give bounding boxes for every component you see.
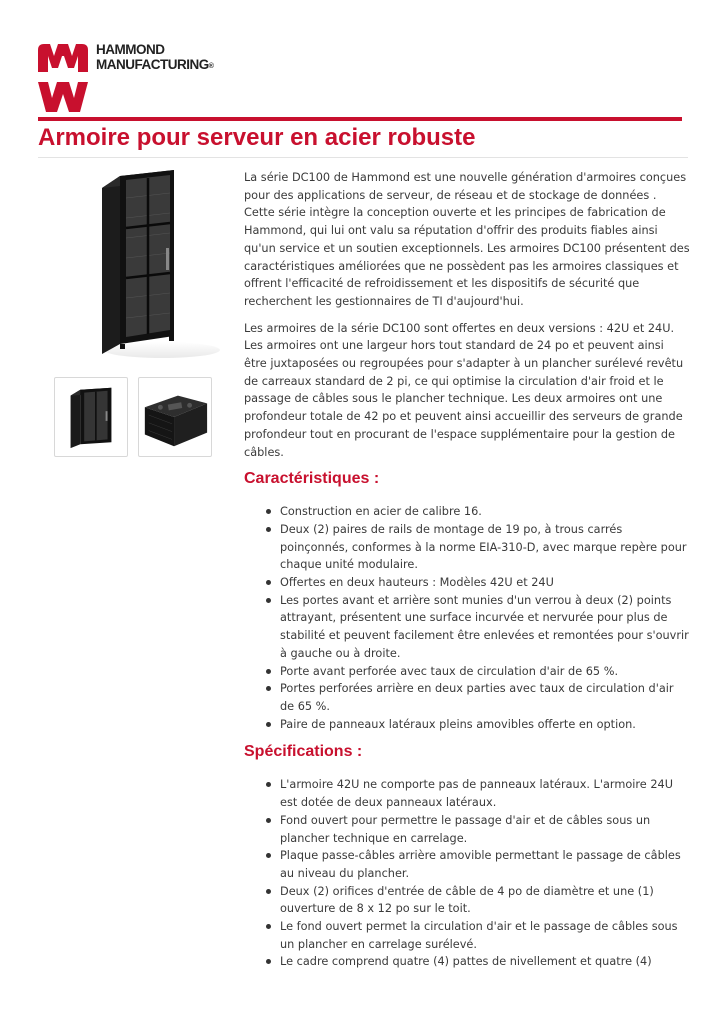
- list-item: Offertes en deux hauteurs : Modèles 42U et 24U: [266, 574, 690, 592]
- list-item: Fond ouvert pour permettre le passage d'air et de câbles sous un plancher technique en carrelage.: [266, 812, 690, 847]
- specifications-list: [266, 776, 690, 971]
- hammond-logo[interactable]: [38, 42, 258, 114]
- logo-manufacturing-text: MANUFACTURING: [96, 57, 209, 72]
- list-item: Paire de panneaux latéraux pleins amovibles offerte en option.: [266, 716, 690, 734]
- registered-mark: ®: [208, 63, 214, 70]
- list-item: Portes perforées arrière en deux parties avec taux de circulation d'air de 65 %.: [266, 680, 690, 715]
- thumbnail-cabinet-top-view-image: [139, 378, 211, 456]
- thumbnail-cabinet-24u-image: [55, 378, 127, 456]
- list-item: Les portes avant et arrière sont munies d'un verrou à deux (2) points attrayant, présentent une surface incurvée et nervurée pour plus de stabilité et peuvent facilement être enlevées et remontées pour s'ouvrir à gauche ou à droite.: [266, 592, 690, 663]
- list-item: Construction en acier de calibre 16.: [266, 503, 690, 521]
- intro-paragraph-1: La série DC100 de Hammond est une nouvelle génération d'armoires conçues pour des applications de serveur, de réseau et de stockage de données . Cette série intègre la conception ouverte et les principes de fabrication de Hammond, qui lui ont valu sa réputation d'offrir des produits fiables ainsi qu'un service et un soutien exceptionnels. Les armoires DC100 présentent des caractéristiques améliorées que ne possèdent pas les armoires classiques et offrent l'efficacité de refroidissement et les dispositifs de sécurité que recherchent les gestionnaires de TI d'aujourd'hui.: [244, 171, 690, 308]
- specifications-heading: Spécifications :: [244, 743, 363, 761]
- list-item: Le fond ouvert permet la circulation d'air et le passage de câbles sous un plancher en carrelage surélevé.: [266, 918, 690, 953]
- logo-line-hammond: HAMMOND: [96, 42, 165, 57]
- title-divider: [38, 157, 688, 158]
- list-item: Plaque passe-câbles arrière amovible permettant le passage de câbles au niveau du plancher.: [266, 847, 690, 882]
- hammond-logo-wordmark: [96, 42, 213, 74]
- product-thumbnail-1[interactable]: [54, 377, 128, 457]
- list-item: L'armoire 42U ne comporte pas de panneaux latéraux. L'armoire 24U est dotée de deux panneaux latéraux.: [266, 776, 690, 811]
- product-description: [244, 169, 690, 981]
- product-main-image[interactable]: [90, 168, 230, 364]
- features-heading: Caractéristiques :: [244, 470, 380, 488]
- list-item: Le cadre comprend quatre (4) pattes de nivellement et quatre (4): [266, 953, 690, 971]
- product-thumbnail-2[interactable]: [138, 377, 212, 457]
- header-divider: [38, 117, 682, 121]
- page-title: Armoire pour serveur en acier robuste: [38, 124, 476, 151]
- features-list: [266, 503, 690, 733]
- logo-line-manufacturing: [96, 57, 213, 74]
- list-item: Porte avant perforée avec taux de circulation d'air de 65 %.: [266, 663, 690, 681]
- hammond-logo-icon: [38, 42, 88, 112]
- list-item: Deux (2) paires de rails de montage de 19 po, à trous carrés poinçonnés, conformes à la norme EIA-310-D, avec marque repère pour chaque unité modulaire.: [266, 521, 690, 574]
- intro-paragraph-2: Les armoires de la série DC100 sont offertes en deux versions : 42U et 24U. Les armoires ont une largeur hors tout standard de 24 po et peuvent ainsi être juxtaposées ou regroupées pour s'adapter à un plancher surélevé revêtu de carreaux standard de 2 pi, ce qui optimise la circulation d'air froid et le passage de câbles sous le plancher technique. Les deux armoires ont une profondeur totale de 42 po et peuvent ainsi accueillir des serveurs de grande profondeur tout en procurant de l'espace supplémentaire pour la gestion de câbles.: [244, 321, 684, 459]
- list-item: Deux (2) orifices d'entrée de câble de 4 po de diamètre et une (1) ouverture de 8 x 12 po sur le toit.: [266, 883, 690, 918]
